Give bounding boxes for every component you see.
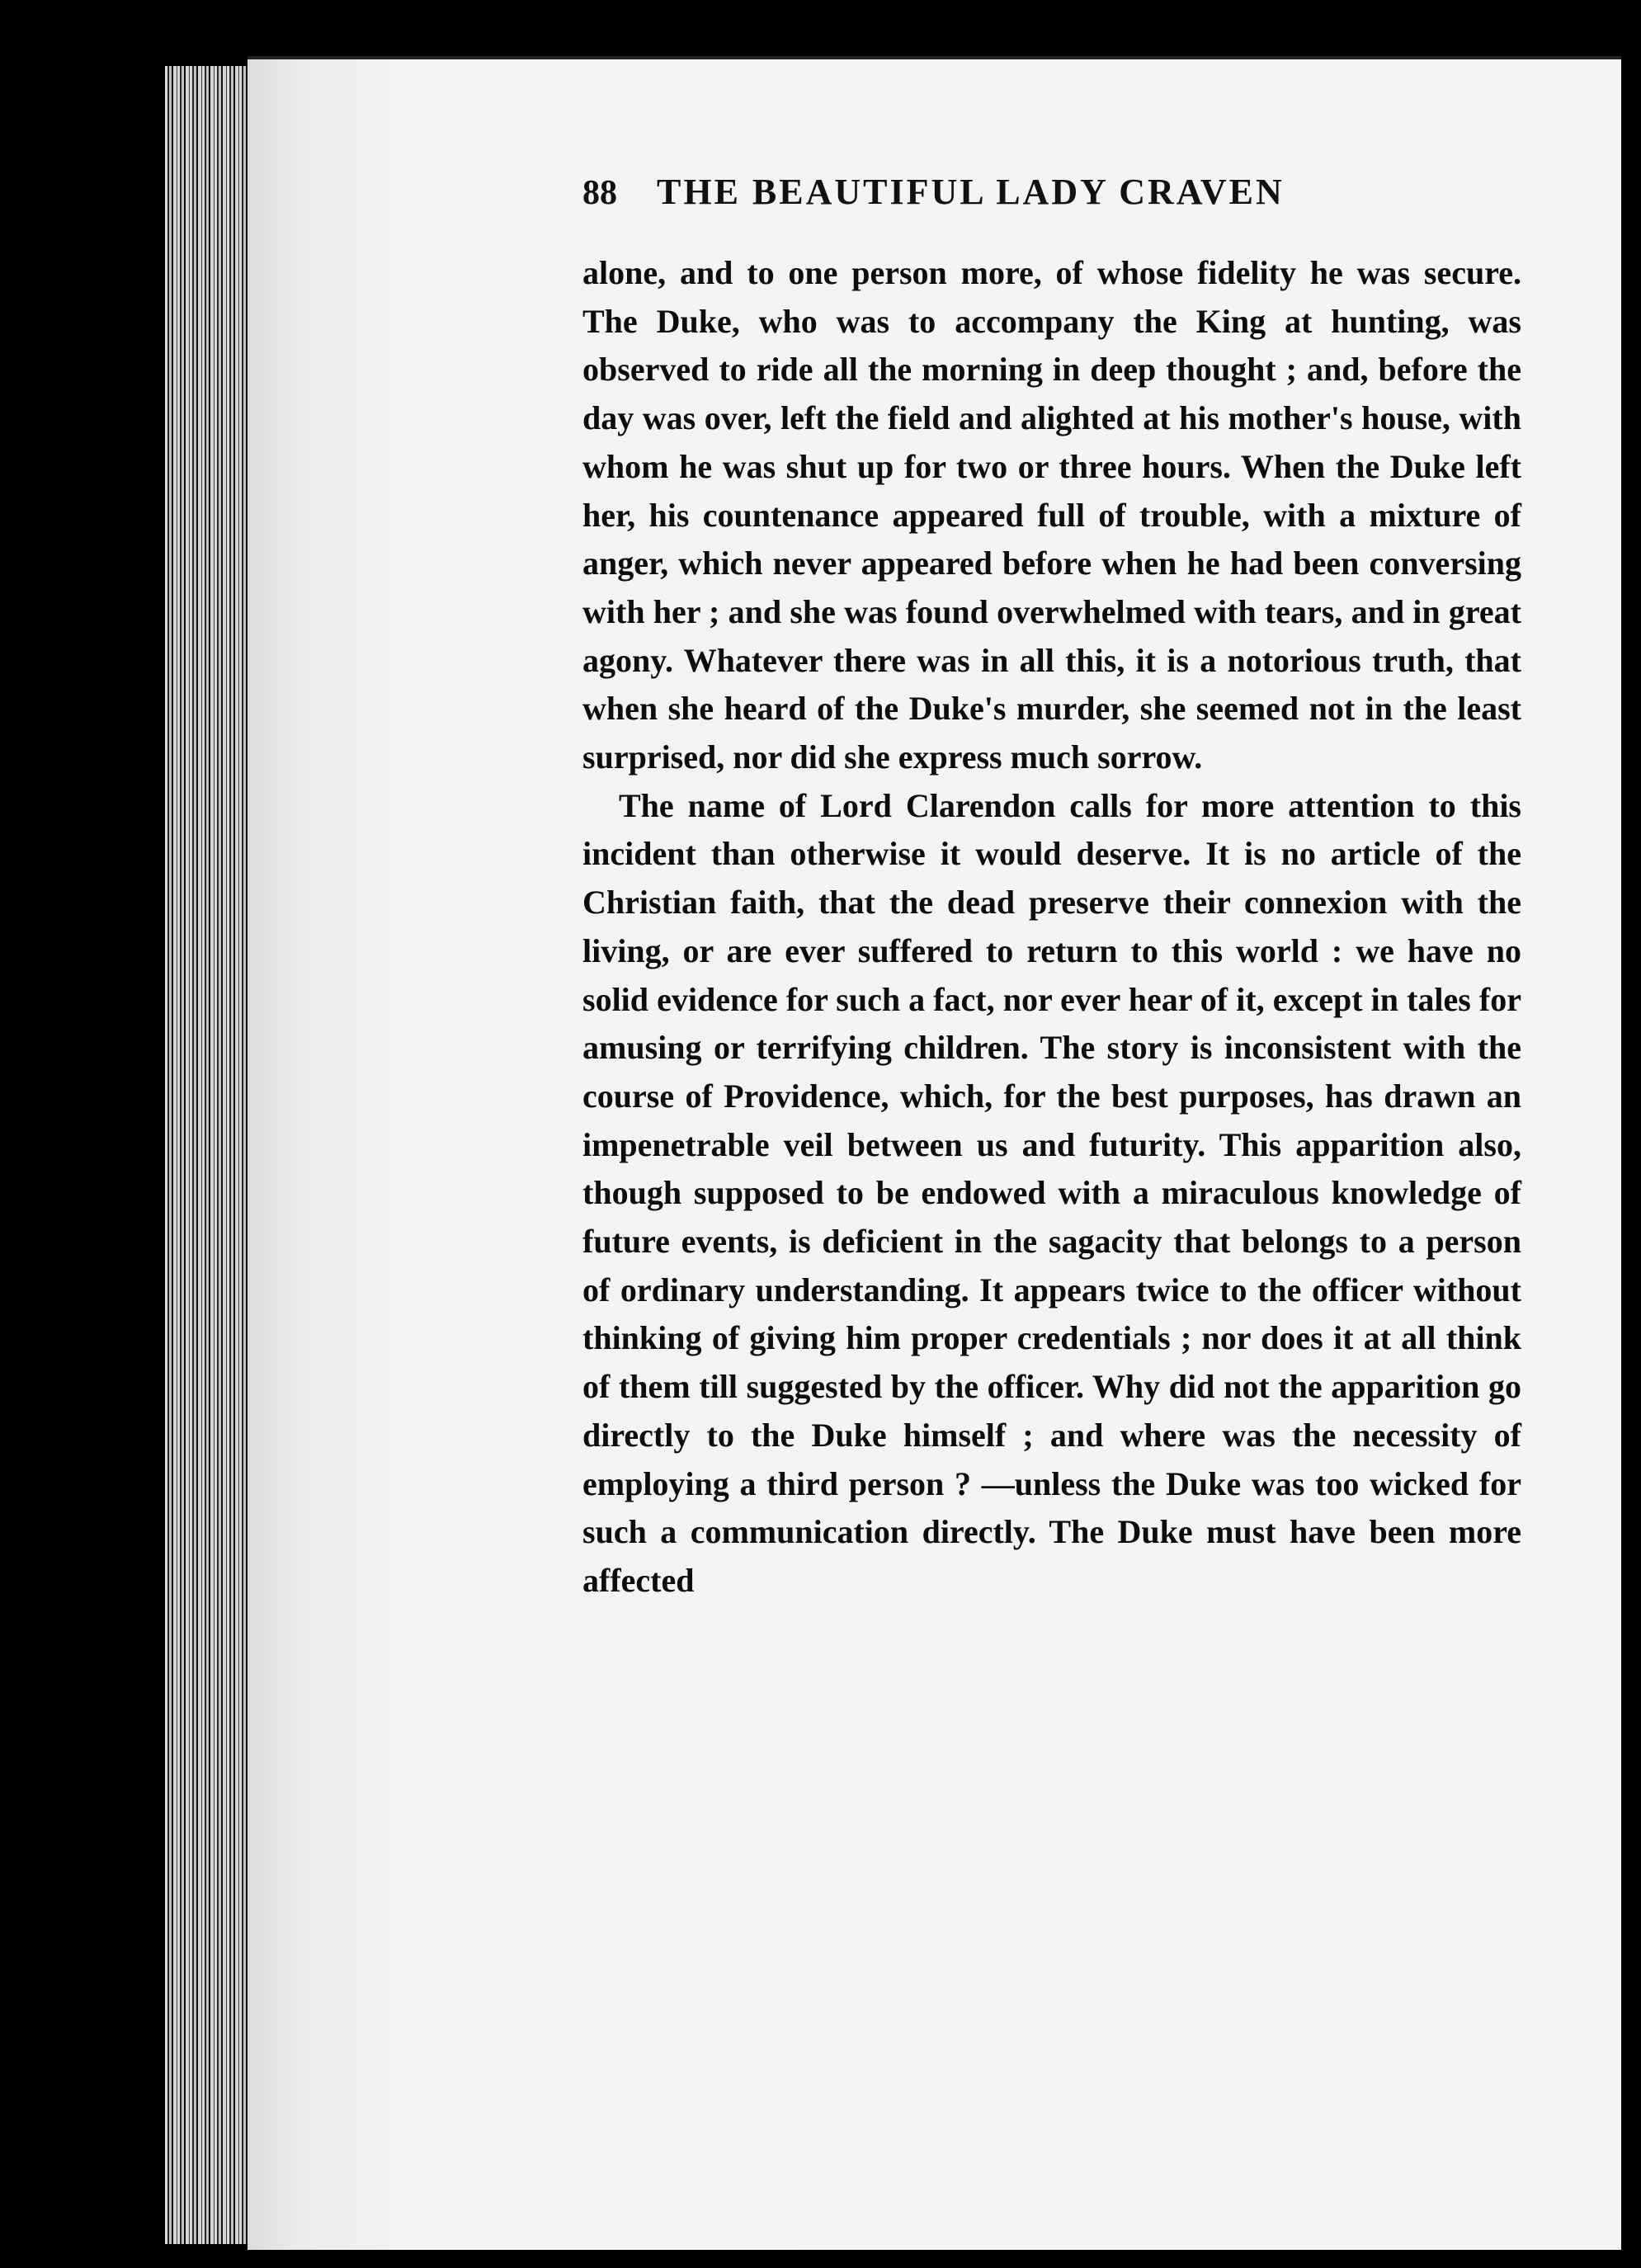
running-title: THE BEAUTIFUL LADY CRAVEN: [657, 172, 1285, 212]
page-number: 88: [582, 174, 617, 212]
running-head: [582, 171, 1641, 229]
body-text: [582, 249, 1521, 1606]
paragraph-continued: alone, and to one person more, of whose fidelity he was secure. The Duke, who was to accompany the King at hunting, was observed to ride all the morning in deep thought ; and, before the day was over, left the field and alighted at his mother's house, with whom he was shut up for two or three hours. When the Duke left her, his countenance appeared full of trouble, with a mixture of anger, which never appeared before when he had been conversing with her ; and she was found overwhelmed with tears, and in great agony. Whatever there was in all this, it is a notorious truth, that when she heard of the Duke's murder, she seemed not in the least surprised, nor did she express much sorrow.: [582, 254, 1521, 776]
paragraph-lord-clarendon: The name of Lord Clarendon calls for more attention to this incident than otherwise it would deserve. It is no article of the Christian faith, that the dead preserve their connexion with the living, or are ever suffered to return to this world : we have no solid evidence for such a fact, nor ever hear of it, except in tales for amusing or terrifying children. The story is inconsistent with the course of Providence, which, for the best purposes, has drawn an impenetrable veil between us and futurity. This apparition also, though supposed to be endowed with a miraculous knowledge of future events, is deficient in the sagacity that belongs to a person of ordinary understanding. It appears twice to the officer without thinking of giving him proper credentials ; nor does it at all think of them till suggested by the officer. Why did not the apparition go directly to the Duke himself ; and where was the necessity of employing a third person ? —unless the Duke was too wicked for such a communication directly. The Duke must have been more affected: [582, 786, 1521, 1599]
